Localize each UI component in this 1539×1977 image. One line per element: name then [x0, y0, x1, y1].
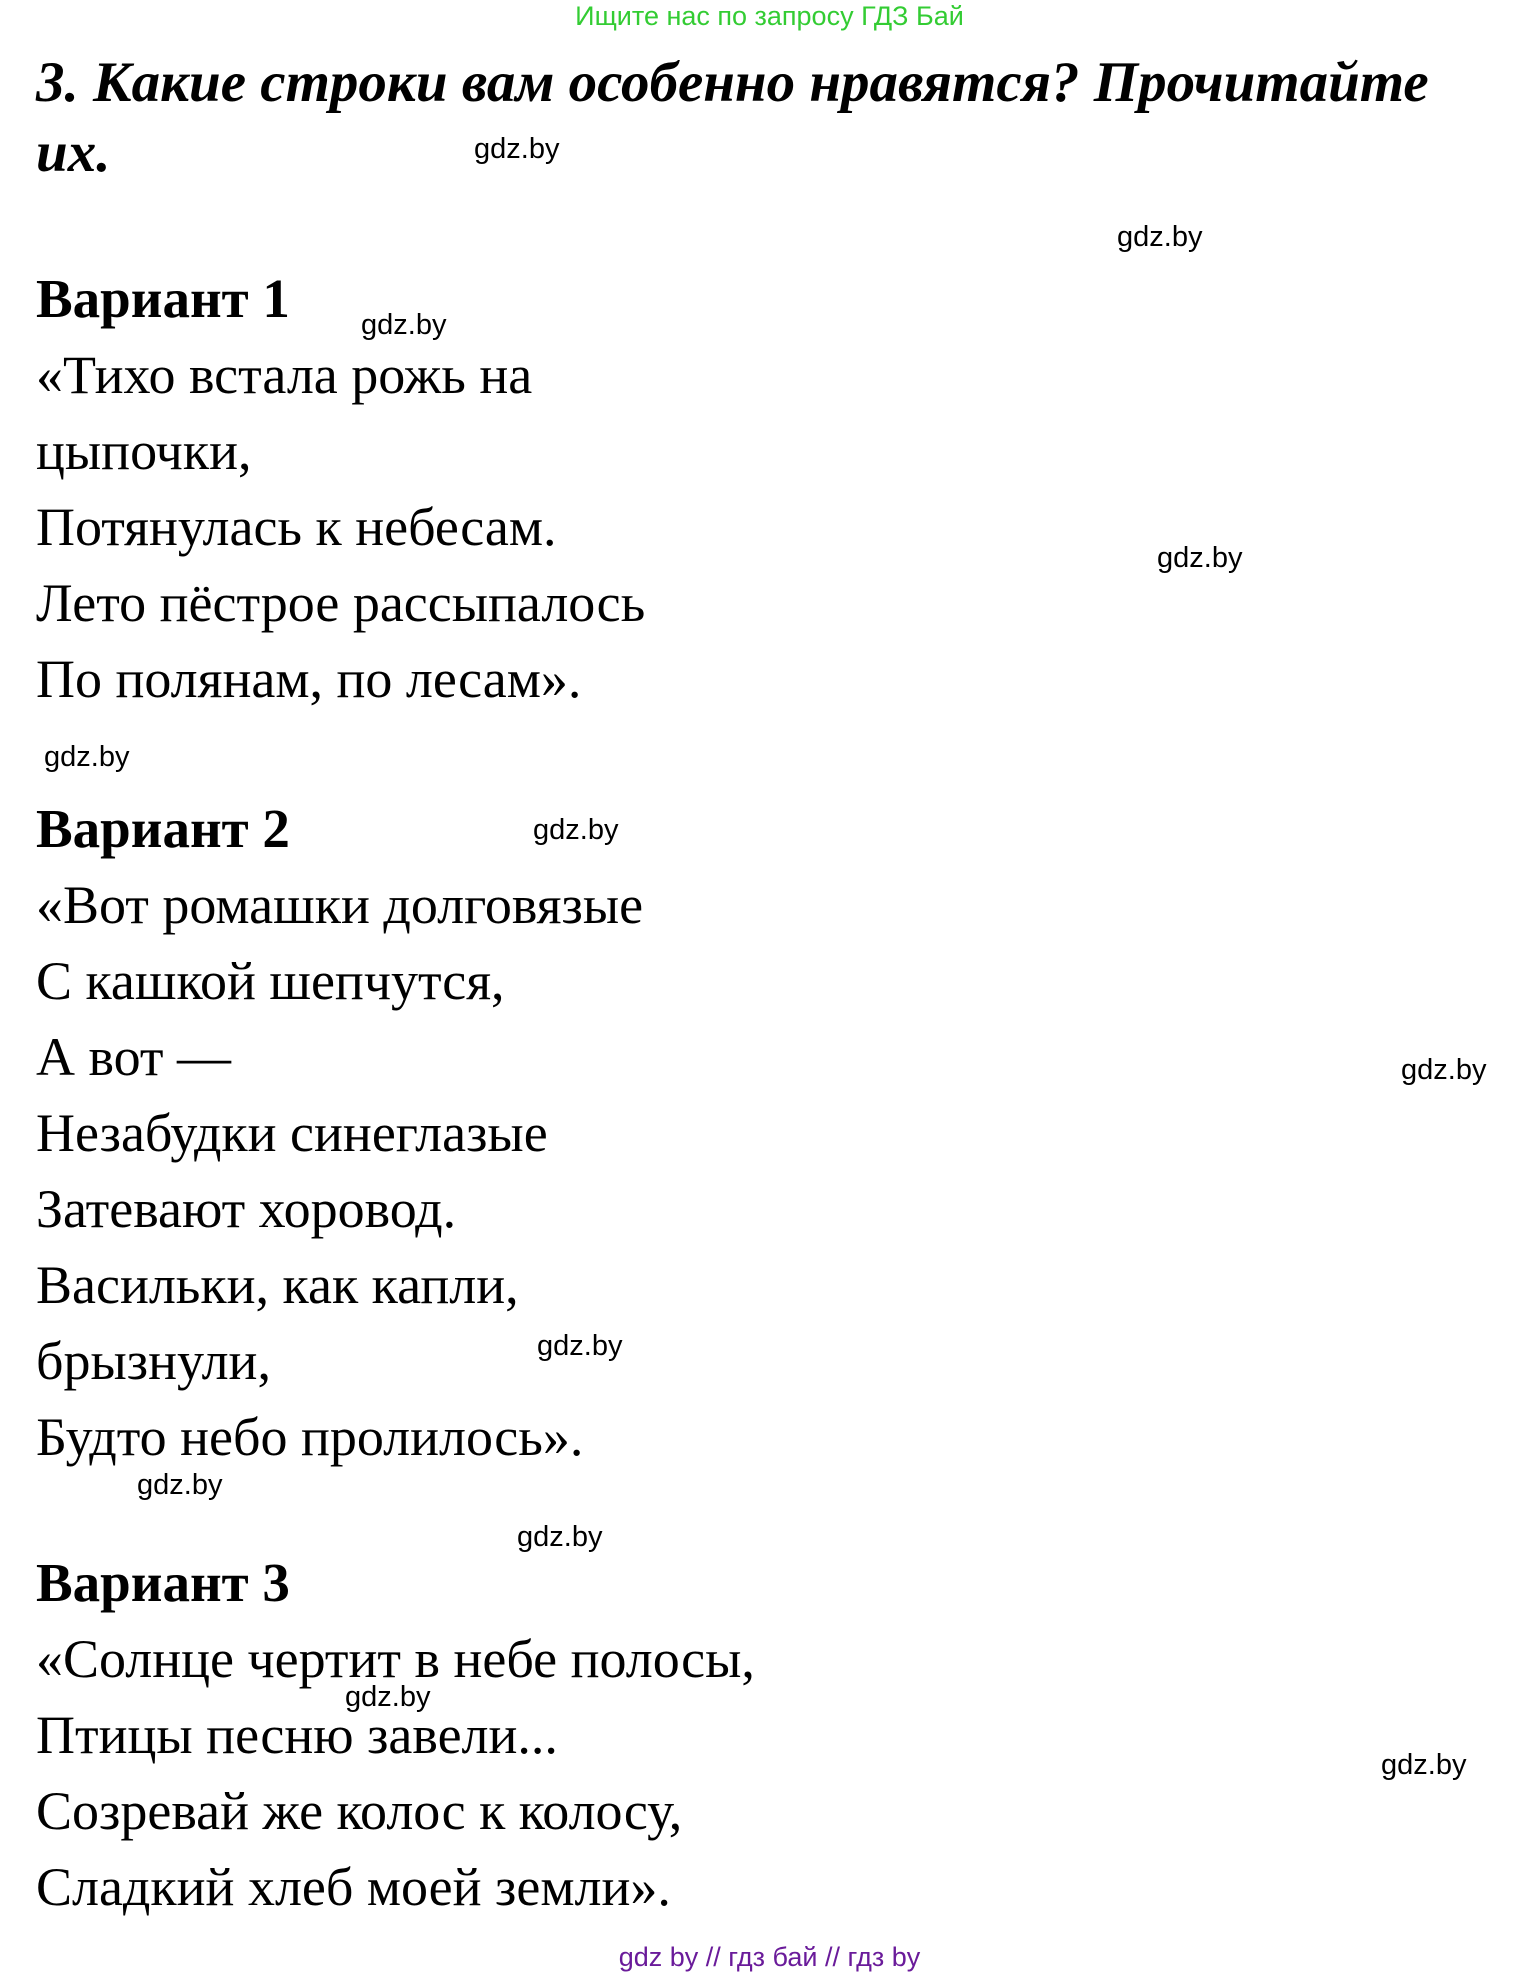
watermark: gdz.by: [537, 1330, 623, 1362]
variant-1-line: По полянам, по лесам».: [36, 649, 582, 709]
variant-2-line: Незабудки синеглазые: [36, 1103, 548, 1163]
variant-2-line: Васильки, как капли,: [36, 1255, 519, 1315]
variant-2-line: Затевают хоровод.: [36, 1179, 457, 1239]
variant-3-line: Сладкий хлеб моей земли».: [36, 1857, 671, 1917]
variant-2-line: Будто небо пролилось».: [36, 1407, 584, 1467]
watermark: gdz.by: [1381, 1749, 1467, 1781]
variant-2-line: брызнули,: [36, 1331, 271, 1391]
variant-1-heading: Вариант 1: [36, 268, 290, 329]
variant-3-line: «Солнце чертит в небе полосы,: [36, 1629, 755, 1689]
variant-2-line: А вот —: [36, 1027, 232, 1087]
variant-2-line: «Вот ромашки долговязые: [36, 875, 644, 935]
variant-2-line: С кашкой шепчутся,: [36, 951, 505, 1011]
variant-1-line: цыпочки,: [36, 421, 252, 481]
variant-3-line: Созревай же колос к колосу,: [36, 1781, 683, 1841]
search-banner[interactable]: Ищите нас по запросу ГДЗ Бай: [575, 1, 964, 31]
watermark: gdz.by: [345, 1681, 431, 1713]
watermark: gdz.by: [474, 133, 560, 165]
watermark: gdz.by: [1117, 221, 1203, 253]
variant-3-line: Птицы песню завели...: [36, 1705, 558, 1765]
variant-2-heading: Вариант 2: [36, 798, 290, 859]
watermark: gdz.by: [361, 309, 447, 341]
watermark: gdz.by: [137, 1469, 223, 1501]
watermark: gdz.by: [533, 814, 619, 846]
question-heading: 3. Какие строки вам особенно нравятся? Прочитайте их.: [36, 51, 1429, 184]
variant-1-line: Лето пёстрое рассыпалось: [36, 573, 646, 633]
footer-links: gdz by // гдз бай // гдз by: [618, 1942, 921, 1972]
watermark: gdz.by: [1157, 542, 1243, 574]
watermark: gdz.by: [44, 741, 130, 773]
variant-1-line: Потянулась к небесам.: [36, 497, 557, 557]
variant-3-heading: Вариант 3: [36, 1552, 290, 1613]
watermark: gdz.by: [517, 1521, 603, 1553]
watermark: gdz.by: [1401, 1054, 1487, 1086]
variant-1-line: «Тихо встала рожь на: [36, 345, 533, 405]
